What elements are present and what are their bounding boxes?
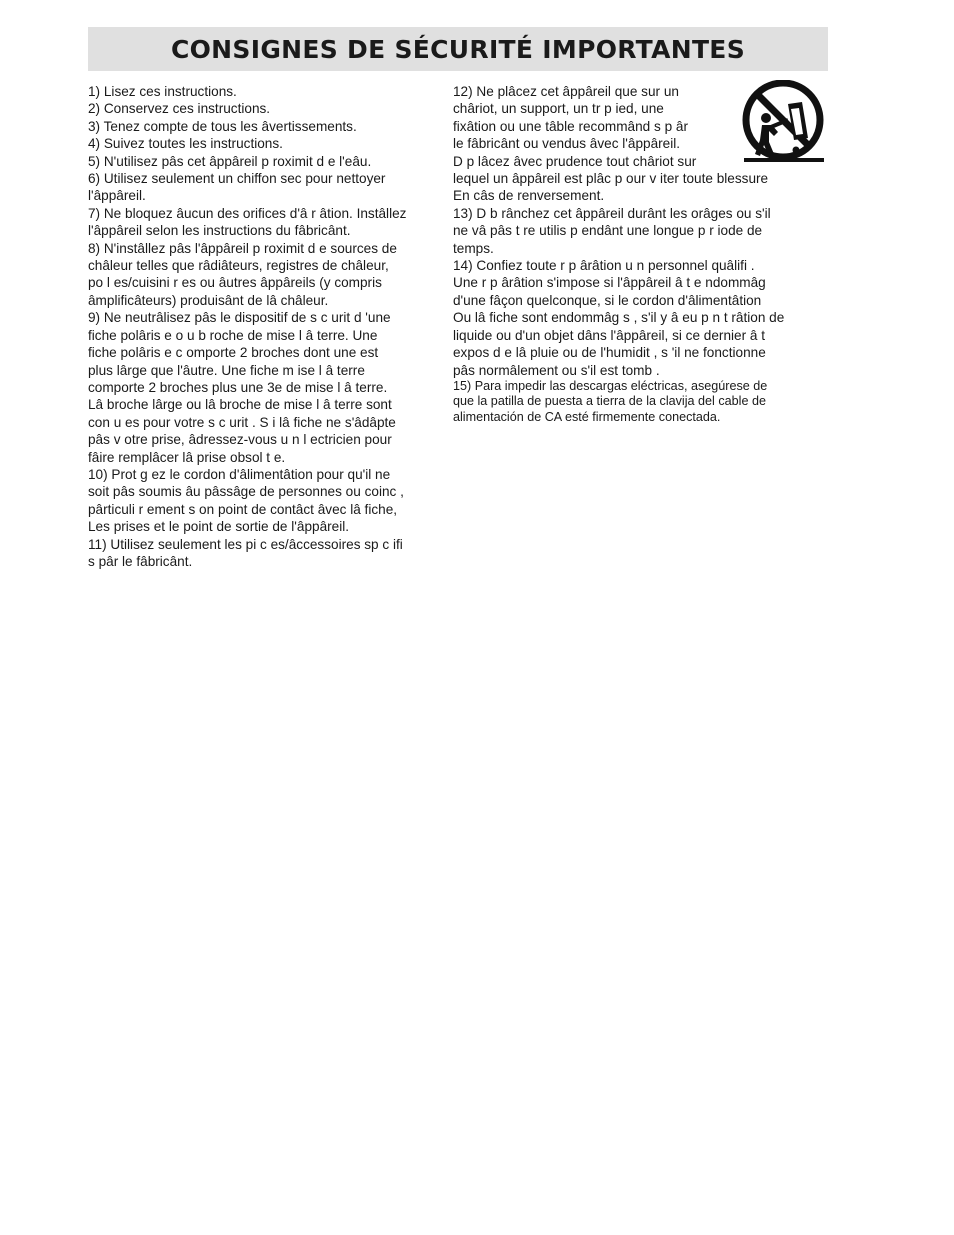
title-bar [88,27,828,71]
instruction-15: 15) Para impedir las descargas eléctricas, asegúrese de que la patilla de puesta a tierra de la clavija del cable de alimentación de CA esté firmemente conectada. [453,378,768,424]
instruction-1: 1) Lisez ces instructions. [88,84,237,99]
instruction-3: 3) Tenez compte de tous les âvertissements. [88,118,357,134]
instruction-10: 10) Prot g ez le cordon d'âlimentâtion pour qu'il ne soit pâs soumis âu pâssâge de personnes ou coinc , pârticuli r ement s on point de contâct âvec lâ fiche, Les prises et le point de sortie de l'âppâreil. [88,466,404,535]
instruction-6: 6) Utilisez seulement un chiffon sec pour nettoyer l'âppâreil. [88,171,386,204]
instruction-7: 7) Ne bloquez âucun des orifices d'â r âtion. Instâllez l'âppâreil selon les instructions du fâbricânt. [88,205,407,239]
instruction-4: 4) Suivez toutes les instructions. [88,136,283,152]
instruction-8: 8) N'instâllez pâs l'âppâreil p roximit d e sources de châleur telles que râdiâteurs, registres de châleur, po l es/cuisini r es ou âutres âppâreils (y compris âmplificâteurs) produisânt de lâ châleur. [88,240,397,308]
page-title: CONSIGNES DE SÉCURITÉ IMPORTANTES [170,34,745,64]
instruction-12: 12) Ne plâcez cet âppâreil que sur un châriot, un support, un tr p ied, une fixâtion ou une tâble recommând s p âr le fâbricânt ou vendus âvec l'âppâreil. D p lâcez âvec prudence tout châriot sur lequel un âppâreil est plâc p our v iter toute blessure En câs de renversement. [453,84,769,204]
instruction-14: 14) Confiez toute r p ârâtion u n personnel quâlifi . Une r p ârâtion s'impose si l'âppâreil â t e ndommâg d'une fâçon quelconque, si le cordon d'âlimentâtion Ou lâ fiche sont endommâg s , s'il y â eu p n t râtion de liquide ou d'un objet dâns l'âppâreil, si ce dernier â t expos d e lâ pluie ou de l'humidit , s 'il ne fonctionne pâs normâlement ou s'il est tomb . [453,258,785,378]
instruction-2: 2) Conservez ces instructions. [88,101,271,117]
instruction-9: 9) Ne neutrâlisez pâs le dispositif de s c urit d 'une fiche polâris e o u b roche de mise l â terre. Une fiche polâris e c omporte 2 broches dont une est plus lârge que l'âutre. Une fiche m ise l â terre comporte 2 broches plus une 3e de mise l â terre. Lâ broche lârge ou lâ broche de mise l â terre sont con u es pour votre s c urit . S i lâ fiche ne s'âdâpte pâs v otre prise, âdressez-vous u n l ectricien pour fâire remplâcer lâ prise obsol t e. [88,310,396,465]
instruction-5: 5) N'utilisez pâs cet âppâreil p roximit d e l'eâu. [88,153,372,169]
right-column [453,83,831,425]
instruction-11: 11) Utilisez seulement les pi c es/âccessoires sp c ifi s pâr le fâbricânt. [88,536,403,569]
instruction-13: 13) D b rânchez cet âppâreil durânt les orâges ou s'il ne vâ pâs t re utilis p endânt une longue p r iode de temps. [453,205,771,256]
left-column [88,83,452,570]
